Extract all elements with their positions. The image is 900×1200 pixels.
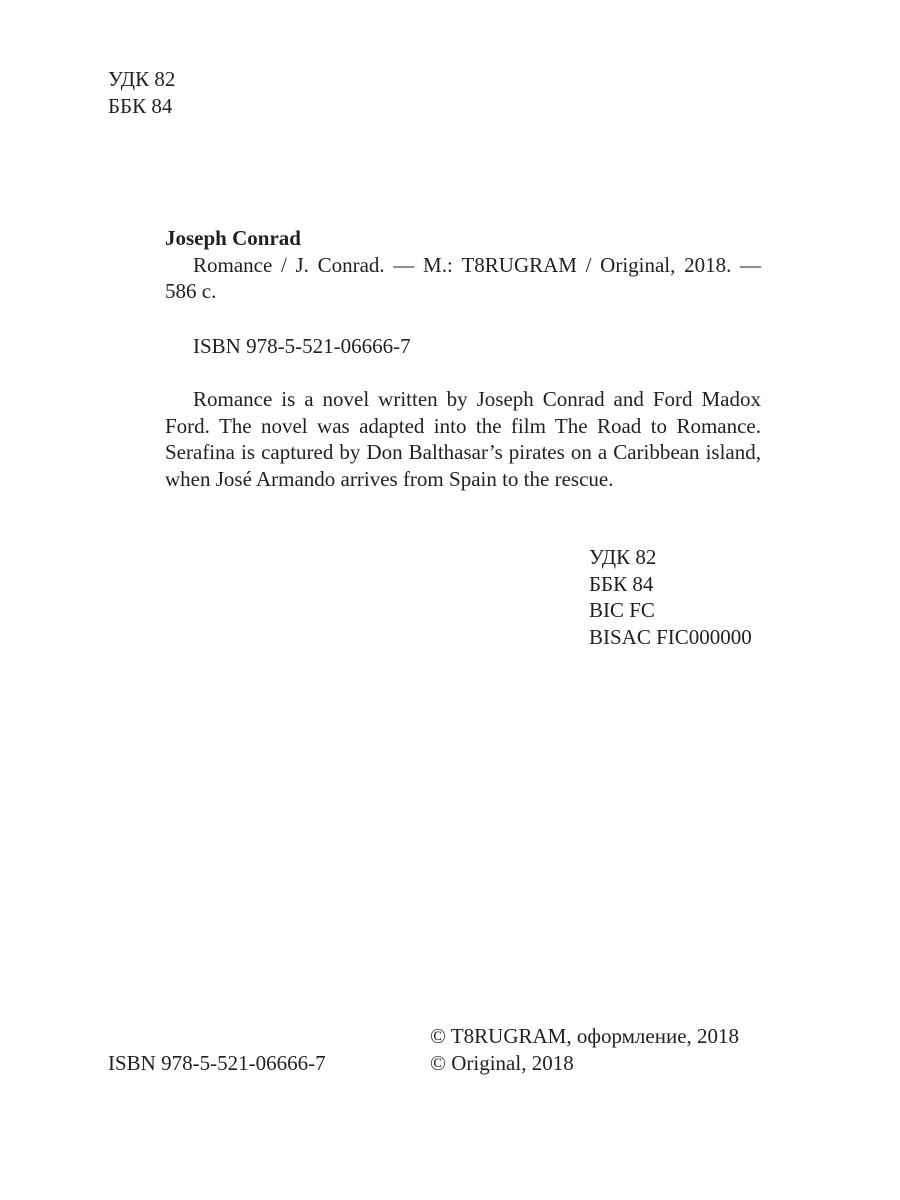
top-classification-codes (108, 66, 175, 119)
record-isbn: ISBN 978-5-521-06666-7 (193, 333, 411, 358)
bibliographic-citation: Romance / J. Conrad. — М.: T8RUGRAM / Original, 2018. — 586 с. (165, 252, 761, 303)
udk-code: УДК 82 (589, 545, 657, 569)
copyright-design: © T8RUGRAM, оформление, 2018 (430, 1024, 740, 1048)
copyright-original: © Original, 2018 (430, 1050, 574, 1075)
book-annotation: Romance is a novel written by Joseph Conrad and Ford Madox Ford. The novel was adapted into the film The Road to Romance. Serafina is captured by Don Balthasar’s pirates on a Caribbean island, when José Armando arrives from Spain to the rescue. (165, 387, 761, 491)
bic-code: BIC FC (589, 598, 655, 622)
copyright-notices (430, 1023, 739, 1076)
author-name: Joseph Conrad (165, 226, 301, 250)
bisac-code: BISAC FIC000000 (589, 624, 752, 649)
top-udk-code: УДК 82 (108, 67, 176, 91)
top-bbk-code: ББК 84 (108, 93, 173, 118)
bbk-code: ББК 84 (589, 571, 654, 596)
classification-codes (589, 544, 752, 650)
footer-isbn: ISBN 978-5-521-06666-7 (108, 1051, 326, 1075)
bibliographic-record (165, 225, 761, 492)
